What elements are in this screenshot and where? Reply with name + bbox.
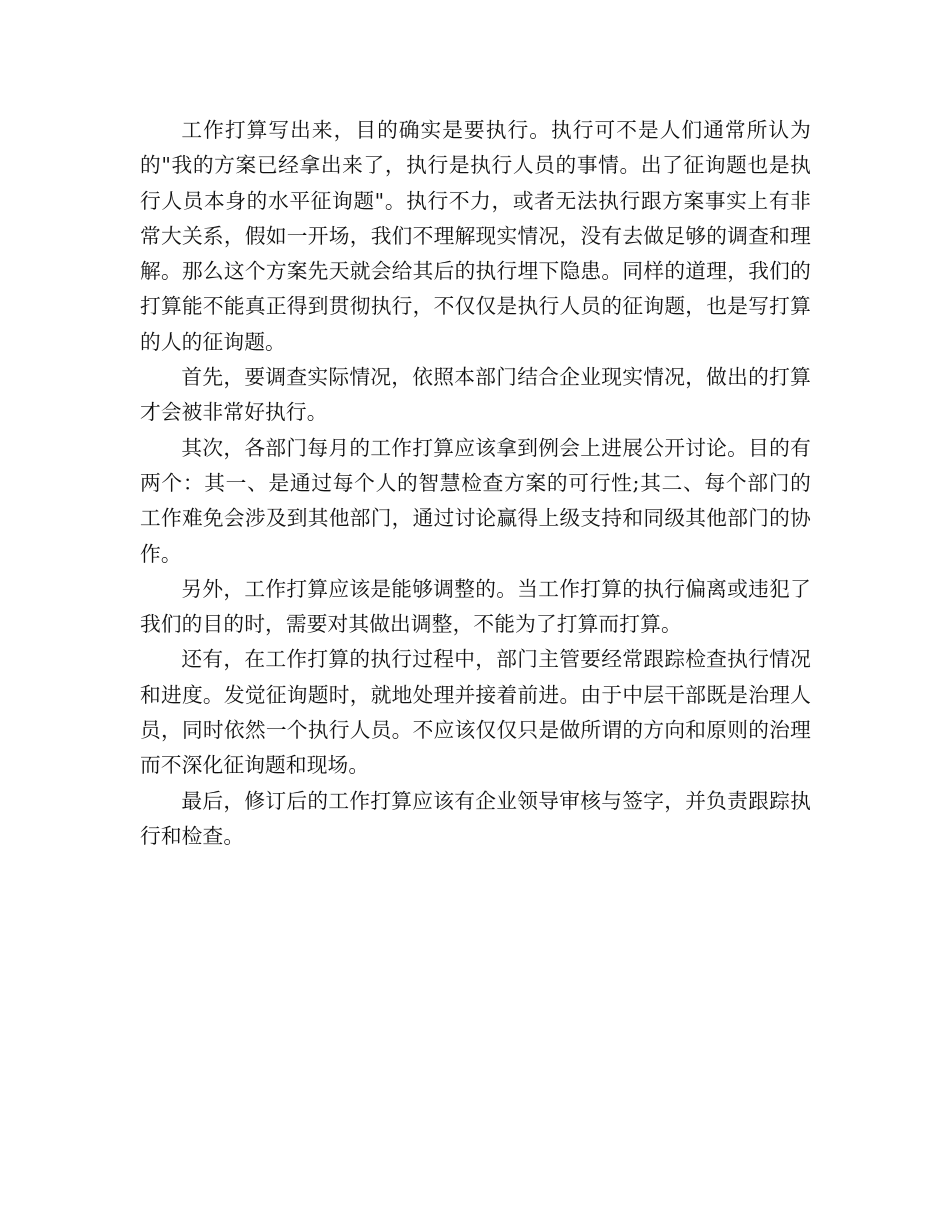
paragraph-5: 还有，在工作打算的执行过程中，部门主管要经常跟踪检查执行情况和进度。发觉征询题时，就地处理并接着前进。由于中层干部既是治理人员，同时依然一个执行人员。不应该仅仅只是做所谓的方向和原则的治理而不深化征询题和现场。 [140, 647, 811, 778]
paragraph-3: 其次，各部门每月的工作打算应该拿到例会上进展公开讨论。目的有两个：其一、是通过每个人的智慧检查方案的可行性;其二、每个部门的工作难免会涉及到其他部门，通过讨论赢得上级支持和同级其他部门的协作。 [140, 435, 811, 566]
paragraph-1: 工作打算写出来，目的确实是要执行。执行可不是人们通常所认为的"我的方案已经拿出来了，执行是执行人员的事情。出了征询题也是执行人员本身的水平征询题"。执行不力，或者无法执行跟方案事实上有非常大关系，假如一开场，我们不理解现实情况，没有去做足够的调查和理解。那么这个方案先天就会给其后的执行埋下隐患。同样的道理，我们的打算能不能真正得到贯彻执行，不仅仅是执行人员的征询题，也是写打算的人的征询题。 [140, 118, 811, 354]
paragraph-4: 另外，工作打算应该是能够调整的。当工作打算的执行偏离或违犯了我们的目的时，需要对其做出调整，不能为了打算而打算。 [140, 576, 811, 637]
document-body [140, 113, 811, 854]
paragraph-6: 最后，修订后的工作打算应该有企业领导审核与签字，并负责跟踪执行和检查。 [140, 788, 811, 848]
paragraph-2: 首先，要调查实际情况，依照本部门结合企业现实情况，做出的打算才会被非常好执行。 [140, 365, 811, 425]
